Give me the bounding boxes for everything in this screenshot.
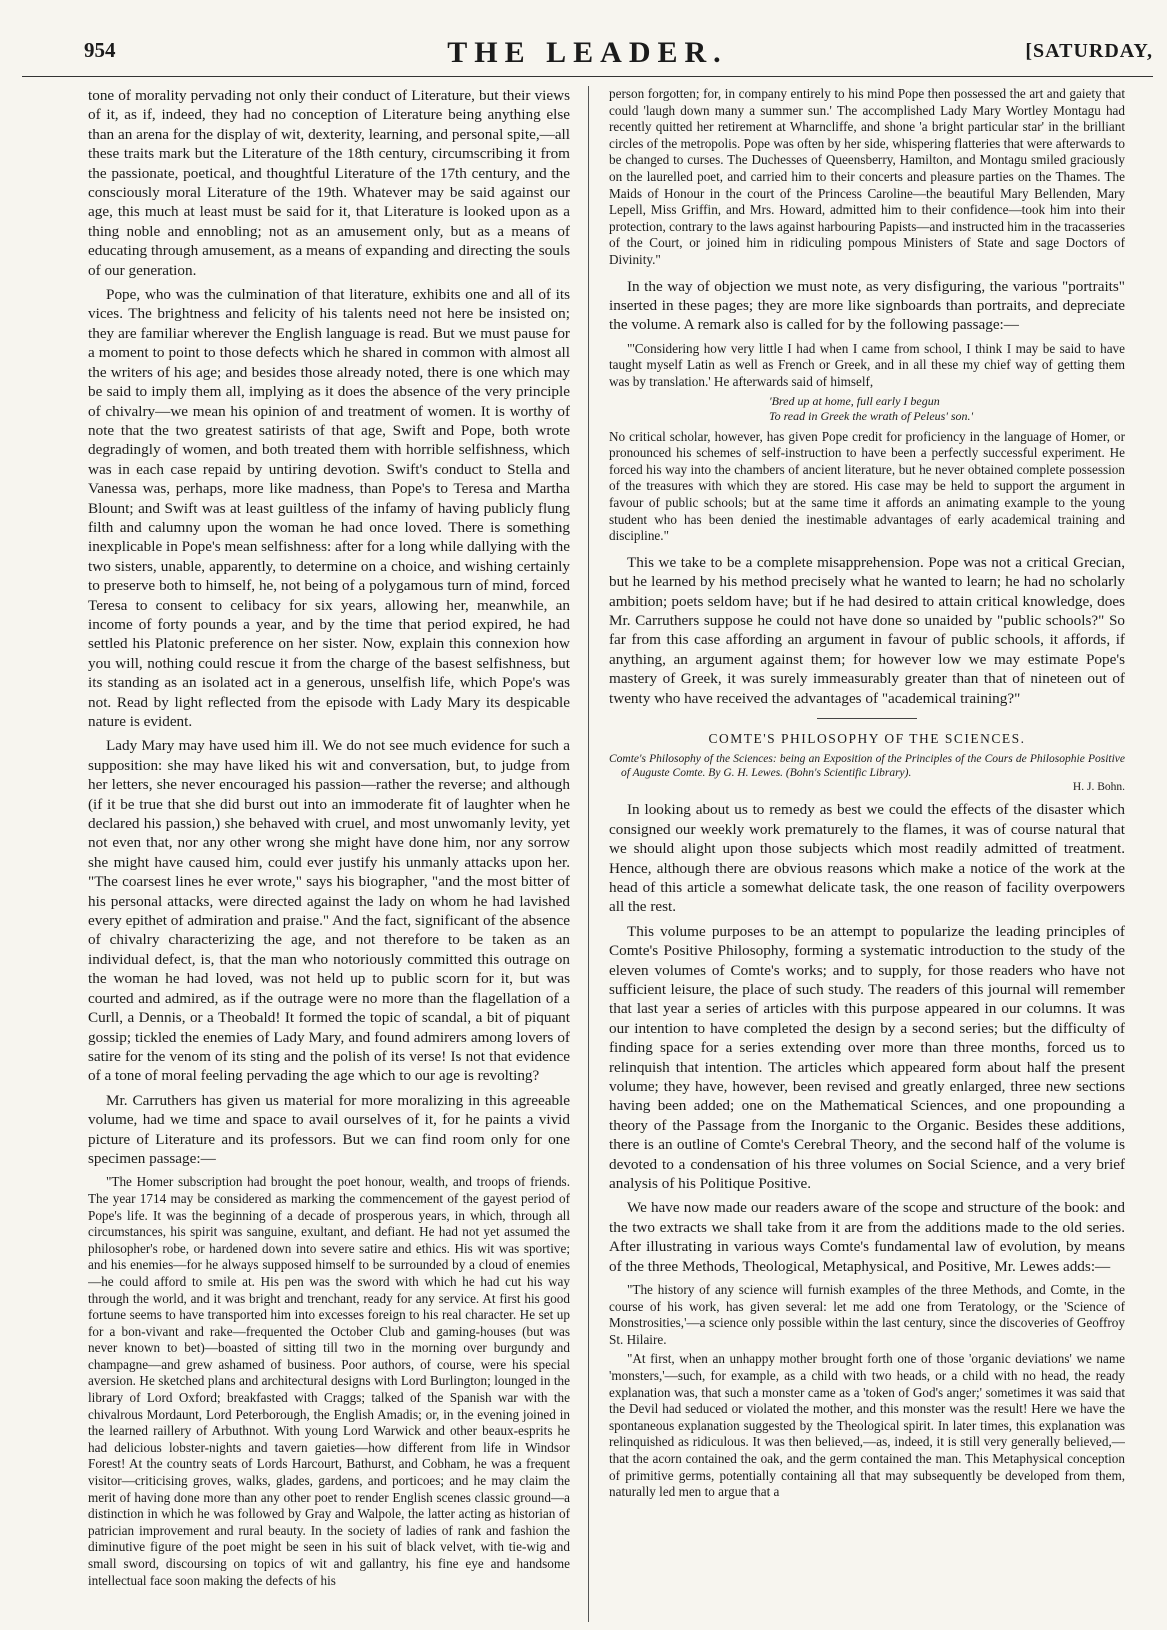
paragraph: In the way of objection we must note, as very disfiguring, the various "portraits" inserted in these pages; they are more like signboards than portraits, and depreciate the volume. A remark also is called for by the following passage:— (609, 277, 1125, 334)
paragraph: We have now made our readers aware of the scope and structure of the book: and the two extracts we shall take from it are from the additions made to the old series. After illustrating in various ways Comte's fundamental law of evolution, by means of the three Methods, Theological, Metaphysical, and Positive, Mr. Lewes adds:— (609, 1199, 1125, 1275)
page-number: 954 (84, 38, 116, 62)
quote-paragraph: No critical scholar, however, has given Pope credit for proficiency in the language of Homer, or pronounced his schemes of self-instruction to have been a perfectly successful experiment. He forced his way into the chambers of ancient literature, but he never obtained complete possession of the treasures with which they are stored. His case may be held to support the argument in favour of public schools; but at the same time it affords an animating example to the young student who has been denied the inestimable advantages of early academical training and discipline." (609, 428, 1125, 544)
quote-paragraph: "The Homer subscription had brought the poet honour, wealth, and troops of friends. The year 1714 may be considered as marking the commencement of the gayest period of Pope's life. It was the beginning of a decade of prosperous years, in which, through all circumstances, his spirit was sanguine, exultant, and defiant. He had not yet assumed the philosopher's robe, or hardened down into severe satire and ethics. His wit was sportive; and his enemies—for he always supposed himself to be surrounded by a cloud of enemies—he could afford to smile at. His pen was the sword with which he had cut his way through the world, and it was bright and trenchant, ready for any service. At first his good fortune seems to have transported him into excesses foreign to his real character. He set up for a bon-vivant and rake—frequented the October Club and gaming-houses (but was never known to bet)—boasted of sitting till two in the morning over burgundy and champagne—and grew ashamed of business. Poor authors, of course, were his special aversion. He sketched plans and architectural designs with Lord Burlington; lounged in the library of Lord Oxford; breakfasted with Craggs; talked of the Spanish war with the chivalrous Mordaunt, Lord Peterborough, the English Amadis; or, in the evening joined in the learned raillery of Arbuthnot. With young Lord Warwick and other beaux-esprits he had delicious lobster-nights and tavern gaieties—how different from life in Windsor Forest! At the country seats of Lords Harcourt, Bathurst, and Cobham, he was a frequent visitor—criticising groves, walks, glades, gardens, and porticoes; and he may claim the merit of having done more than any other poet to render English scenes classic ground—a distinction in which he was followed by Gray and Walpole, the latter acting as historian of patrician improvement and rural beauty. In the society of ladies of rank and fashion the diminutive figure of the poet might be seen in his suit of black velvet, with tie-wig and small sword, discoursing on topics of wit and gallantry, his fine eye and handsome intellectual face soon making the defects of his (88, 1174, 570, 1588)
quote-paragraph: "'Considering how very little I had when I came from school, I think I may be said to have taught myself Latin as well as French or Greek, and in all these my chief way of getting them was by translation.' He afterwards said of himself, (609, 340, 1125, 389)
issue-day: [SATURDAY, (1025, 40, 1153, 62)
verse-line: To read in Greek the wrath of Peleus' son.' (769, 408, 974, 423)
publisher: H. J. Bohn. (1072, 781, 1125, 794)
column-divider (588, 86, 589, 1622)
block-quote (609, 1282, 1125, 1501)
left-column (88, 86, 570, 1626)
quote-paragraph: "At first, when an unhappy mother brought forth one of those 'organic deviations' we name 'monsters,'—such, for example, as a child with two heads, or a child with no head, the ready explanation was, that such a monster came as a 'token of God's anger;' sometimes it was said that the Devil had seduced or violated the mother, and this monster was the result! Here we have the spontaneous explanation suggested by the Theological spirit. In later times, this explanation was relinquished as ridiculous. It was then believed,—as, indeed, it is still very generally believed,—that the acorn contained the oak, and the germ contained the man. This Metaphysical conception of primitive germs, potentially containing all that may subsequently be developed from them, naturally led men to argue that a (609, 1351, 1125, 1500)
paragraph: In looking about us to remedy as best we could the effects of the disaster which consigned our weekly work prematurely to the flames, it was of course natural that we should alight upon those subjects which most readily admitted of treatment. Hence, although there are obvious reasons which make a notice of the work at the head of this article a somewhat delicate task, the one reason of facility overpowers all the rest. (609, 801, 1125, 916)
newspaper-title: THE LEADER. (447, 36, 728, 69)
paragraph: tone of morality pervading not only their conduct of Literature, but their views of it, as if, indeed, they had no conception of Literature being anything else than an arena for the display of wit, dexterity, learning, and personal spite,—all these traits mark but the Literature of the 18th century, circumscribing it from the passionate, poetical, and thoughtful Literature of the 17th century, and the consciously moral Literature of the 19th. Whatever may be said against our age, this much at least must be said for it, that Literature is looked upon as a thing noble and ennobling; not as an amusement only, but as a means of educating through amusement, as a means of expanding and directing the souls of our generation. (88, 87, 570, 279)
verse-line: 'Bred up at home, full early I begun (769, 393, 940, 408)
right-column (609, 86, 1125, 1626)
quote-paragraph: person forgotten; for, in company entirely to his mind Pope then possessed the art and gaiety that could 'laugh down many a summer sun.' The accomplished Lady Mary Wortley Montagu had recently quitted her retirement at Wharncliffe, and shone 'a bright particular star' in the brilliant circles of the metropolis. Pope was often by her side, whispering flatteries that were afterwards to be changed to curses. The Duchesses of Queensberry, Hamilton, and Montagu smiled graciously on the laurelled poet, and carried him to their concerts and pleasure parties on the Thames. The Maids of Honour in the court of the Princess Caroline—the beautiful Mary Bellenden, Mary Lepell, Miss Griffin, and Mrs. Howard, admitted him to their confidence—took him into their protection, contrary to the laws against harbouring Papists—and instructed him in the tracasseries of the Court, or joined him in ridiculing pompous Ministers of State and sage Doctors of Divinity." (609, 86, 1125, 267)
paragraph: Lady Mary may have used him ill. We do not see much evidence for such a supposition: she may have liked his wit and conversation, but, to judge from her letters, she never encouraged his passion—rather the reverse; and although (if it be true that she did burst out into an immoderate fit of laughter when he declared his passion,) she behaved with cruel, and most unwomanly levity, yet not even that, nor any other wrong she might have done him, nor any sorrow she might have caused him, could ever justify his unmanly attacks upon her. "The coarsest lines he ever wrote," says his biographer, "and the most bitter of his personal attacks, were directed against the lady on whom he had lavished every epithet of admiration and praise." And the fact, significant of the absence of chivalry characterizing the age, and not therefore to be taken as an individual defect, is, that the man who notoriously committed this outrage on the woman he had loved, was not held up to public scorn for it, but was courted and admired, as if the outrage were no more than the flagellation of a Curll, a Dennis, or a Theobald! It formed the topic of scandal, a bit of piquant gossip; tickled the enemies of Lady Mary, and found admirers among lovers of satire for the venom of its sting and the polish of its verse! Is not that evidence of a tone of moral feeling pervading the age which to our age is revolting? (88, 737, 570, 1085)
paragraph: This volume purposes to be an attempt to popularize the leading principles of Comte's Positive Philosophy, forming a systematic introduction to the study of the eleven volumes of Comte's works; and to supply, for those readers who have not sufficient leisure, the place of such study. The readers of this journal will remember that last year a series of articles with this purpose appeared in our columns. It was our intention to have completed the design by a second series; but the difficulty of finding space for a series extending over more than three months, forced us to relinquish that intention. The articles which appeared form about half the present volume; they have, however, been revised and greatly enlarged, three new sections having been added; one on the Mathematical Sciences, and one propounding a theory of the Passage from the Inorganic to the Organic. Besides these additions, there is an outline of Comte's Cerebral Theory, and the second half of the volume is devoted to a condensation of his three volumes on Social Science, and a very brief analysis of his Politique Positive. (609, 922, 1125, 1193)
section-rule (817, 718, 917, 719)
block-quote-continued (609, 86, 1125, 269)
article-title: COMTE'S PHILOSOPHY OF THE SCIENCES. (708, 730, 1026, 746)
block-quote (88, 1174, 570, 1589)
citation-text: Comte's Philosophy of the Sciences: being an Exposition of the Principles of the Cours de Philosophie Positive of Auguste Comte. By G. H. Lewes. (Bohn's Scientific Library). (609, 753, 1125, 780)
paragraph: Mr. Carruthers has given us material for more moralizing in this agreeable volume, had we time and space to avail ourselves of it, for he paints a vivid picture of Literature and its professors. But we can find room only for one specimen passage:— (88, 1091, 570, 1167)
book-citation (609, 752, 1125, 794)
block-quote (609, 341, 1125, 545)
paragraph: Pope, who was the culmination of that literature, exhibits one and all of its vices. The brightness and felicity of his talents need not here be insisted on; they are familiar wherever the English language is read. But we must pause for a moment to point to those defects which he shared in common with almost all the writers of his age; and besides those already noted, there is one which may be said to imply them all, implying as it does the absence of the very principle of chivalry—we mean his opinion of and treatment of women. It is worthy of note that the two greatest satirists of that age, Swift and Pope, both wrote degradingly of women, and both treated them with horrible selfishness, which was in each case repaid by untiring devotion. Swift's conduct to Stella and Vanessa was, perhaps, more like madness, than Pope's to Teresa and Martha Blount; and Swift was at least guiltless of the infamy of having publicly flung filth and calumny upon the woman he had once loved. There is something inexplicable in Pope's mean selfishness: after for a long while dallying with the two sisters, unable, apparently, to determine on a choice, and wishing certainly to preserve both to himself, he, not being of a polygamous turn of mind, forced Teresa to consent to celibacy for six years, allowing her, meanwhile, an income of forty pounds a year, and by the time that period expired, he had settled his Platonic preference on her sister. Now, explain this connexion how you will, nothing could rescue it from the charge of the basest selfishness, but its standing as an isolated act in a generous, unselfish life, which Pope's was not. Read by light reflected from the episode with Lady Mary its despicable nature is evident. (88, 286, 570, 730)
quote-paragraph: "The history of any science will furnish examples of the three Methods, and Comte, in the course of his work, has given several: let me add one from Teratology, or the 'Science of Monstrosities,'—a science only possible within the last century, since the discoveries of Geoffroy St. Hilaire. (609, 1282, 1125, 1347)
masthead (22, 36, 1153, 77)
verse (609, 394, 1125, 423)
paragraph: This we take to be a complete misapprehension. Pope was not a critical Grecian, but he learned by his method precisely what he wanted to learn; he had no scholarly ambition; poets seldom have; but if he had desired to attain critical knowledge, does Mr. Carruthers suppose he could not have done so unaided by "public schools?" So far from this case affording an argument in favour of public schools, it affords, if anything, an argument against them; for however low we may estimate Pope's mastery of Greek, it was surely immeasurably greater than that of nineteen out of twenty who have received the advantages of "academical training?" (609, 553, 1125, 707)
